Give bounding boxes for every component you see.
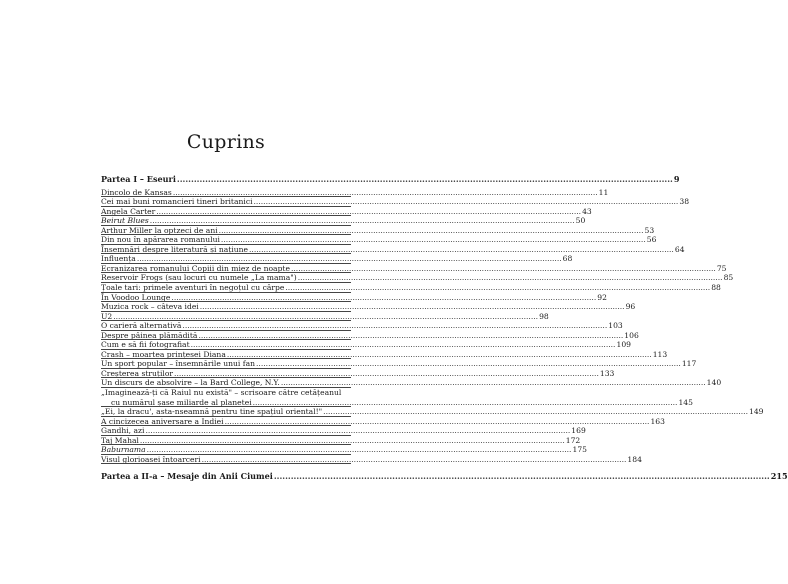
toc-entry-title: Un sport popular – însemnările unui fan xyxy=(101,359,255,369)
toc-entry-title: Beirut Blues xyxy=(101,216,149,226)
toc-entry-page: 11 xyxy=(598,187,609,197)
toc-entry-page: 106 xyxy=(624,330,639,340)
dot-leader xyxy=(249,245,674,255)
toc-entry xyxy=(101,359,697,369)
toc-entry-title: Muzica rock – câteva idei xyxy=(101,302,199,312)
dot-leader xyxy=(256,359,681,369)
toc-entry-title: Gandhi, azi xyxy=(101,426,145,436)
toc-entry-title: Din nou în apărarea romanului xyxy=(101,235,220,245)
toc-entry-title: Dincolo de Kansas xyxy=(101,187,172,197)
toc-entry xyxy=(101,435,581,446)
toc-entry-title: Crash – moartea prințesei Diana xyxy=(101,349,226,359)
dot-leader xyxy=(198,331,623,341)
toc-entry-title: cu numărul șase miliarde al planetei xyxy=(111,397,252,407)
toc-entry-title: Taj Mahal xyxy=(101,435,139,445)
toc-entry-page: 53 xyxy=(644,225,655,235)
dot-leader xyxy=(285,283,710,293)
toc-entry-title: Creșterea struților xyxy=(101,368,174,378)
toc-entry-title: Despre pâinea plămădită xyxy=(101,330,198,340)
toc-entry xyxy=(101,244,685,255)
dot-leader xyxy=(156,207,581,217)
toc-entry-page: 140 xyxy=(706,378,722,388)
toc-entry xyxy=(101,445,587,455)
toc-entry xyxy=(101,263,727,274)
table-of-contents xyxy=(101,173,788,485)
toc-entry-page: 9 xyxy=(673,174,680,184)
toc-entry-title: Influența xyxy=(101,254,136,264)
toc-entry-page: 109 xyxy=(616,340,631,350)
toc-entry-title: Partea a II-a – Mesaje din Anii Ciumei xyxy=(101,471,273,482)
page-title: Cuprins xyxy=(186,131,266,153)
toc-entry-page: 75 xyxy=(716,263,727,273)
toc-entry-page: 92 xyxy=(597,292,607,302)
toc-entry xyxy=(101,292,607,303)
toc-entry-page: 43 xyxy=(582,206,592,216)
toc-entry-title: U2 xyxy=(101,311,113,321)
toc-entry-title: O carieră alternativă xyxy=(101,321,182,331)
toc-entry-title: Cei mai buni romancieri tineri britanici xyxy=(101,197,253,207)
toc-entry-page: 50 xyxy=(575,216,586,226)
dot-leader xyxy=(202,455,627,465)
toc-entry xyxy=(101,187,609,198)
toc-entry-page: 184 xyxy=(627,454,642,464)
toc-entry-title: „Imaginează-ți că Raiul nu există" – scrisoare către cetățeanul xyxy=(101,388,342,398)
toc-entry xyxy=(101,235,657,245)
toc-entry-page: 133 xyxy=(599,368,615,378)
toc-entry-page: 38 xyxy=(679,197,690,207)
dot-leader xyxy=(227,350,652,360)
toc-entry-title: Reservoir Frogs (sau locuri cu numele „La mama") xyxy=(101,273,297,283)
dot-leader xyxy=(253,398,678,408)
toc-entry-title: În Voodoo Lounge xyxy=(101,292,171,302)
toc-entry-title: Partea I – Eseuri xyxy=(101,174,176,184)
toc-entry xyxy=(101,330,639,341)
dot-leader xyxy=(191,340,616,350)
dot-leader xyxy=(140,436,565,446)
toc-entry-page: 103 xyxy=(608,321,623,331)
toc-entry xyxy=(101,388,351,398)
toc-entry-title: Visul glorioasei întoarceri xyxy=(101,454,201,464)
toc-entry xyxy=(101,407,764,417)
toc-part-heading xyxy=(101,174,680,185)
toc-entry xyxy=(101,283,721,293)
toc-entry-page: 98 xyxy=(539,311,549,321)
toc-entry-title: „Ei, la dracu', asta-nseamnă pentru tine spațiul oriental!" xyxy=(101,407,323,417)
dot-leader xyxy=(137,254,562,264)
toc-entry xyxy=(101,416,665,427)
dot-leader xyxy=(291,264,716,274)
toc-entry-page: 96 xyxy=(625,302,636,312)
toc-entry-title: Arthur Miller la optzeci de ani xyxy=(101,225,218,235)
dot-leader xyxy=(221,235,646,245)
toc-entry-page: 88 xyxy=(711,283,721,293)
toc-entry-page: 145 xyxy=(678,397,693,407)
toc-entry xyxy=(101,368,615,379)
dot-leader xyxy=(298,273,723,283)
dot-leader xyxy=(177,175,673,185)
dot-leader xyxy=(274,472,770,482)
toc-entry-page: 56 xyxy=(646,235,657,245)
dot-leader xyxy=(171,293,596,303)
dot-leader xyxy=(200,302,625,312)
toc-entry xyxy=(101,273,734,283)
dot-leader xyxy=(182,321,607,331)
toc-entry-title: Cum e să fii fotografiat xyxy=(101,340,190,350)
toc-entry-page: 68 xyxy=(562,254,573,264)
toc-entry-page: 149 xyxy=(749,407,764,417)
toc-entry xyxy=(101,302,636,312)
toc-part-heading xyxy=(101,471,788,482)
toc-entry xyxy=(101,454,642,465)
toc-entry xyxy=(101,254,573,264)
toc-entry-title: Baburnama xyxy=(101,445,146,455)
dot-leader xyxy=(174,369,599,379)
toc-entry xyxy=(101,197,690,207)
toc-entry xyxy=(101,340,631,350)
toc-entry xyxy=(101,225,655,236)
toc-entry-page: 169 xyxy=(571,426,586,436)
toc-entry-page: 163 xyxy=(650,416,665,426)
dot-leader xyxy=(254,197,679,207)
toc-entry xyxy=(101,349,668,360)
dot-leader xyxy=(145,426,570,436)
toc-entry-page: 117 xyxy=(681,359,697,369)
toc-entry-title: Angela Carter xyxy=(101,206,156,216)
dot-leader xyxy=(323,407,748,417)
toc-entry xyxy=(101,311,549,322)
toc-entry-page: 64 xyxy=(674,244,685,254)
dot-leader xyxy=(113,312,538,322)
dot-leader xyxy=(225,417,650,427)
toc-entry-title: Un discurs de absolvire – la Bard College, N.Y. xyxy=(101,378,280,388)
toc-entry-title: Ecranizarea romanului Copiii din miez de noapte xyxy=(101,263,290,273)
dot-leader xyxy=(150,216,575,226)
toc-entry xyxy=(101,378,722,388)
toc-entry xyxy=(101,206,592,217)
dot-leader xyxy=(219,226,644,236)
toc-entry-page: 172 xyxy=(565,435,581,445)
toc-entry-page: 113 xyxy=(652,349,668,359)
toc-entry xyxy=(101,216,586,226)
dot-leader xyxy=(281,378,706,388)
toc-entry-title: A cincizecea aniversare a Indiei xyxy=(101,416,224,426)
toc-entry xyxy=(101,321,623,331)
toc-entry-title: Însemnări despre literatură și națiune xyxy=(101,244,249,254)
toc-entry-page: 215 xyxy=(770,471,788,482)
toc-entry xyxy=(101,397,693,408)
dot-leader xyxy=(173,188,598,198)
toc-entry xyxy=(101,426,586,436)
toc-entry-page: 85 xyxy=(723,273,734,283)
toc-entry-page: 175 xyxy=(572,445,587,455)
toc-entry-title: Țoale tari: primele aventuri în negoțul cu cârpe xyxy=(101,283,285,293)
dot-leader xyxy=(147,445,572,455)
